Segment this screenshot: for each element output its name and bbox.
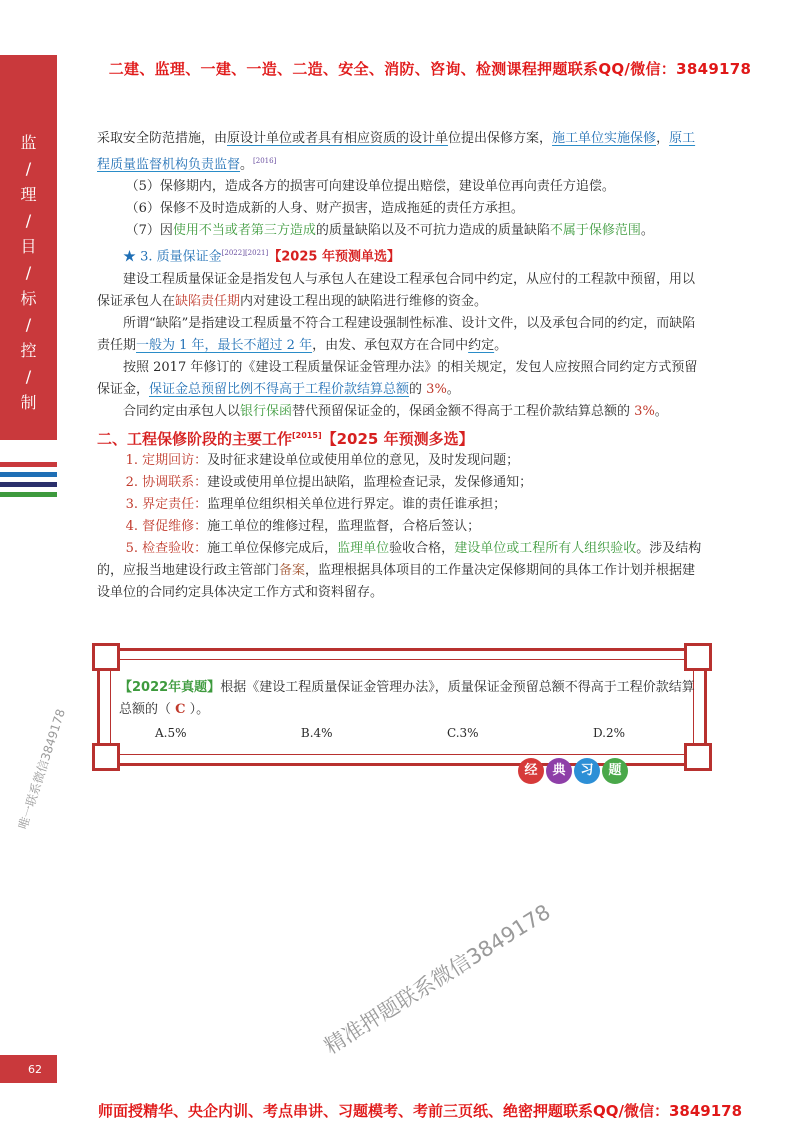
chapter-title-char: 监 [20, 133, 37, 152]
exercise-options [155, 726, 625, 740]
decor-stripe [0, 492, 57, 497]
work-item: 4. 督促维修：施工单位的维修过程，监理监督，合格后签认； [125, 518, 481, 534]
chapter-title-char: / [25, 211, 32, 230]
list-item: （5）保修期内，造成各方的损害可向建设单位提出赔偿，建设单位再向责任方追偿。 [125, 179, 615, 195]
badge-char: 经 [518, 758, 544, 784]
work-item: 3. 界定责任：监理单位组织相关单位进行界定。谁的责任谁承担； [125, 496, 507, 512]
chapter-title-char: / [25, 315, 32, 334]
chapter-title-vertical [0, 130, 57, 416]
chapter-title-char: 控 [20, 341, 37, 360]
bottom-banner: 师面授精华、央企内训、考点串讲、习题模考、考前三页纸、绝密押题联系QQ/微信：3849178 [97, 1102, 743, 1120]
option-b: B.4% [300, 726, 333, 740]
work-item: 2. 协调联系：建设或使用单位提出缺陷，监理检查记录，发保修通知； [125, 474, 533, 490]
decor-stripe [0, 482, 57, 487]
chapter-title-char: 标 [20, 289, 37, 308]
badge-char: 习 [574, 758, 600, 784]
frame-corner [92, 743, 120, 771]
section-heading-3: ★ 3. 质量保证金[2022][2021]【2025 年预测单选】 [123, 249, 400, 265]
option-c: C.3% [446, 726, 479, 740]
work-item: 5. 检查验收：施工单位保修完成后，监理单位验收合格，建设单位或工程所有人组织验收。涉及结构的，应报当地建设行政主管部门备案，监理根据具体项目的工作量决定保修期间的具体工作计划并根据建设单位的合同约定具体决定工作方式和资料留存。 [97, 540, 702, 600]
option-d: D.2% [592, 726, 625, 740]
chapter-title-char: / [25, 263, 32, 282]
paragraph: 按照 2017 年修订的《建设工程质量保证金管理办法》的相关规定，发包人应按照合同约定方式预留保证金，保证金总预留比例不得高于工程价款结算总额的 3%。 [97, 359, 698, 397]
frame-corner [684, 643, 712, 671]
list-item: （6）保修不及时造成新的人身、财产损害，造成拖延的责任方承担。 [125, 201, 524, 217]
frame-corner [92, 643, 120, 671]
paragraph: 合同约定由承包人以银行保函替代预留保证金的，保函金额不得高于工程价款结算总额的 3%。 [123, 403, 668, 419]
option-a: A.5% [155, 726, 187, 740]
decor-stripe [0, 472, 57, 477]
exercise-question: 【2022年真题】根据《建设工程质量保证金管理办法》，质量保证金预留总额不得高于工程价款结算总额的（ C ）。 [119, 680, 695, 717]
chapter-title-char: 制 [20, 393, 37, 412]
badge-char: 题 [602, 758, 628, 784]
main-content [97, 128, 707, 604]
chapter-title-char: / [25, 367, 32, 386]
decor-stripe [0, 462, 57, 467]
list-item: （7）因使用不当或者第三方造成的质量缺陷以及不可抗力造成的质量缺陷不属于保修范围。 [125, 223, 654, 239]
watermark-center: 精准押题联系微信3849178 [320, 899, 555, 1059]
section-heading-2: 二、工程保修阶段的主要工作[2015]【2025 年预测多选】 [97, 429, 474, 448]
watermark-left: 唯一联系微信3849178 [15, 707, 68, 831]
frame-corner [684, 743, 712, 771]
chapter-title-char: 理 [20, 185, 37, 204]
paragraph: 所谓“缺陷”是指建设工程质量不符合工程建设强制性标准、设计文件，以及承包合同的约定，而缺陷责任期一般为 1 年，最长不超过 2 年，由发、承包双方在合同中约定。 [97, 315, 696, 353]
chapter-title-char: / [25, 159, 32, 178]
work-item: 1. 定期回访：及时征求建设单位或使用单位的意见，及时发现问题； [125, 452, 520, 468]
classic-exercise-badge [518, 758, 628, 784]
page-number: 62 [28, 1063, 42, 1076]
chapter-title-char: 目 [20, 237, 37, 256]
paragraph: 采取安全防范措施，由原设计单位或者具有相应资质的设计单位提出保修方案，施工单位实施保修，原工程质量监督机构负责监督。[2016] [97, 131, 696, 173]
top-banner: 二建、监理、一建、一造、二造、安全、消防、咨询、检测课程押题联系QQ/微信：3849178 [108, 60, 752, 78]
paragraph: 建设工程质量保证金是指发包人与承包人在建设工程承包合同中约定，从应付的工程款中预留，用以保证承包人在缺陷责任期内对建设工程出现的缺陷进行维修的资金。 [97, 271, 696, 309]
badge-char: 典 [546, 758, 572, 784]
page-number-box [0, 1055, 57, 1083]
